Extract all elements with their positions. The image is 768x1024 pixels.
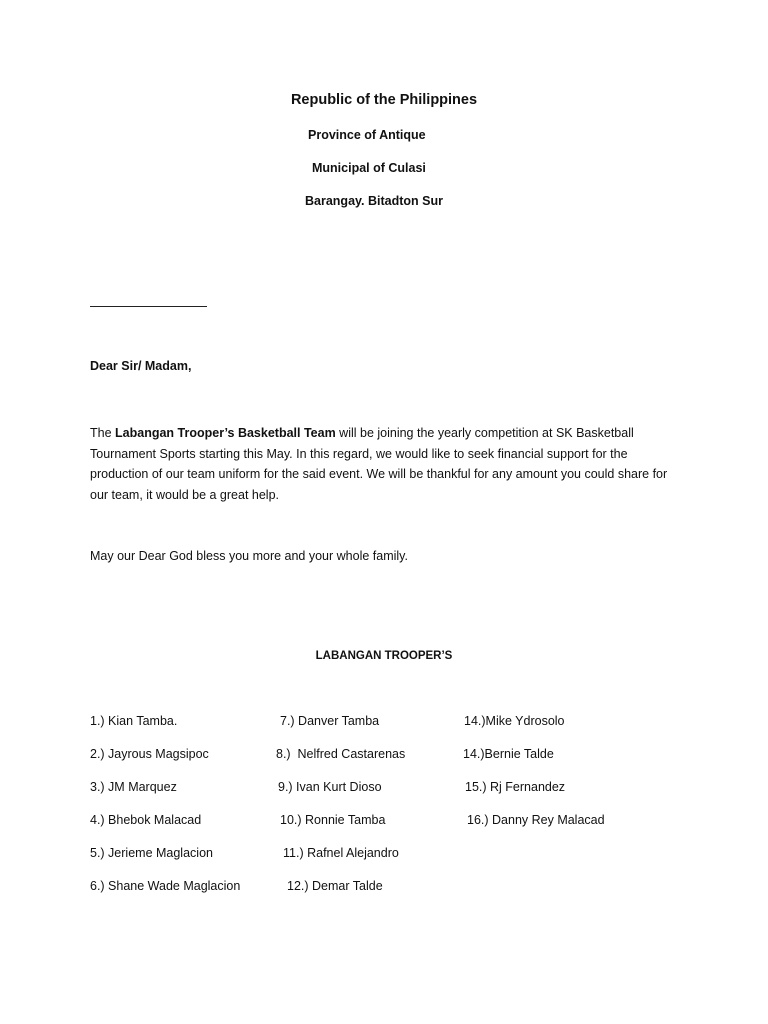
roster-item: 7.) Danver Tamba [280, 714, 380, 728]
team-name: Labangan Trooper’s Basketball Team [115, 426, 336, 440]
roster-item: 14.)Mike Ydrosolo [464, 714, 565, 728]
header-title: Republic of the Philippines [290, 92, 478, 108]
header-municipal: Municipal of Culasi [312, 161, 426, 175]
roster-item: 9.) Ivan Kurt Dioso [278, 780, 382, 794]
body-paragraph [90, 423, 680, 505]
roster-item: 2.) Jayrous Magsipoc [90, 747, 209, 761]
body-rest: will be joining the yearly competition at SK Basketball Tournament Sports starting this May. In this regard, we would like to seek financial support for the production of our team uniform for the said event. We will be thankful for any amount you could share for our team, it would be a great help. [90, 426, 668, 502]
roster-item: 6.) Shane Wade Maglacion [90, 879, 241, 893]
salutation: Dear Sir/ Madam, [90, 359, 192, 373]
roster-item: 3.) JM Marquez [90, 780, 177, 794]
roster-item: 1.) Kian Tamba. [90, 714, 178, 728]
addressee-blank-line [90, 298, 207, 307]
roster-item: 8.) Nelfred Castarenas [276, 747, 406, 761]
blessing-line: May our Dear God bless you more and your whole family. [90, 549, 408, 563]
roster-item: 10.) Ronnie Tamba [280, 813, 386, 827]
roster-item: 15.) Rj Fernandez [465, 780, 566, 794]
roster-item: 16.) Danny Rey Malacad [467, 813, 605, 827]
roster-item: 12.) Demar Talde [287, 879, 383, 893]
header-barangay: Barangay. Bitadton Sur [305, 194, 443, 208]
roster-item: 11.) Rafnel Alejandro [283, 846, 399, 860]
roster-item: 5.) Jerieme Maglacion [90, 846, 213, 860]
header-province: Province of Antique [308, 128, 426, 142]
body-intro: The [90, 426, 116, 440]
roster-item: 14.)Bernie Talde [463, 747, 554, 761]
roster-item: 4.) Bhebok Malacad [90, 813, 202, 827]
roster-title: LABANGAN TROOPER’S [315, 650, 453, 662]
